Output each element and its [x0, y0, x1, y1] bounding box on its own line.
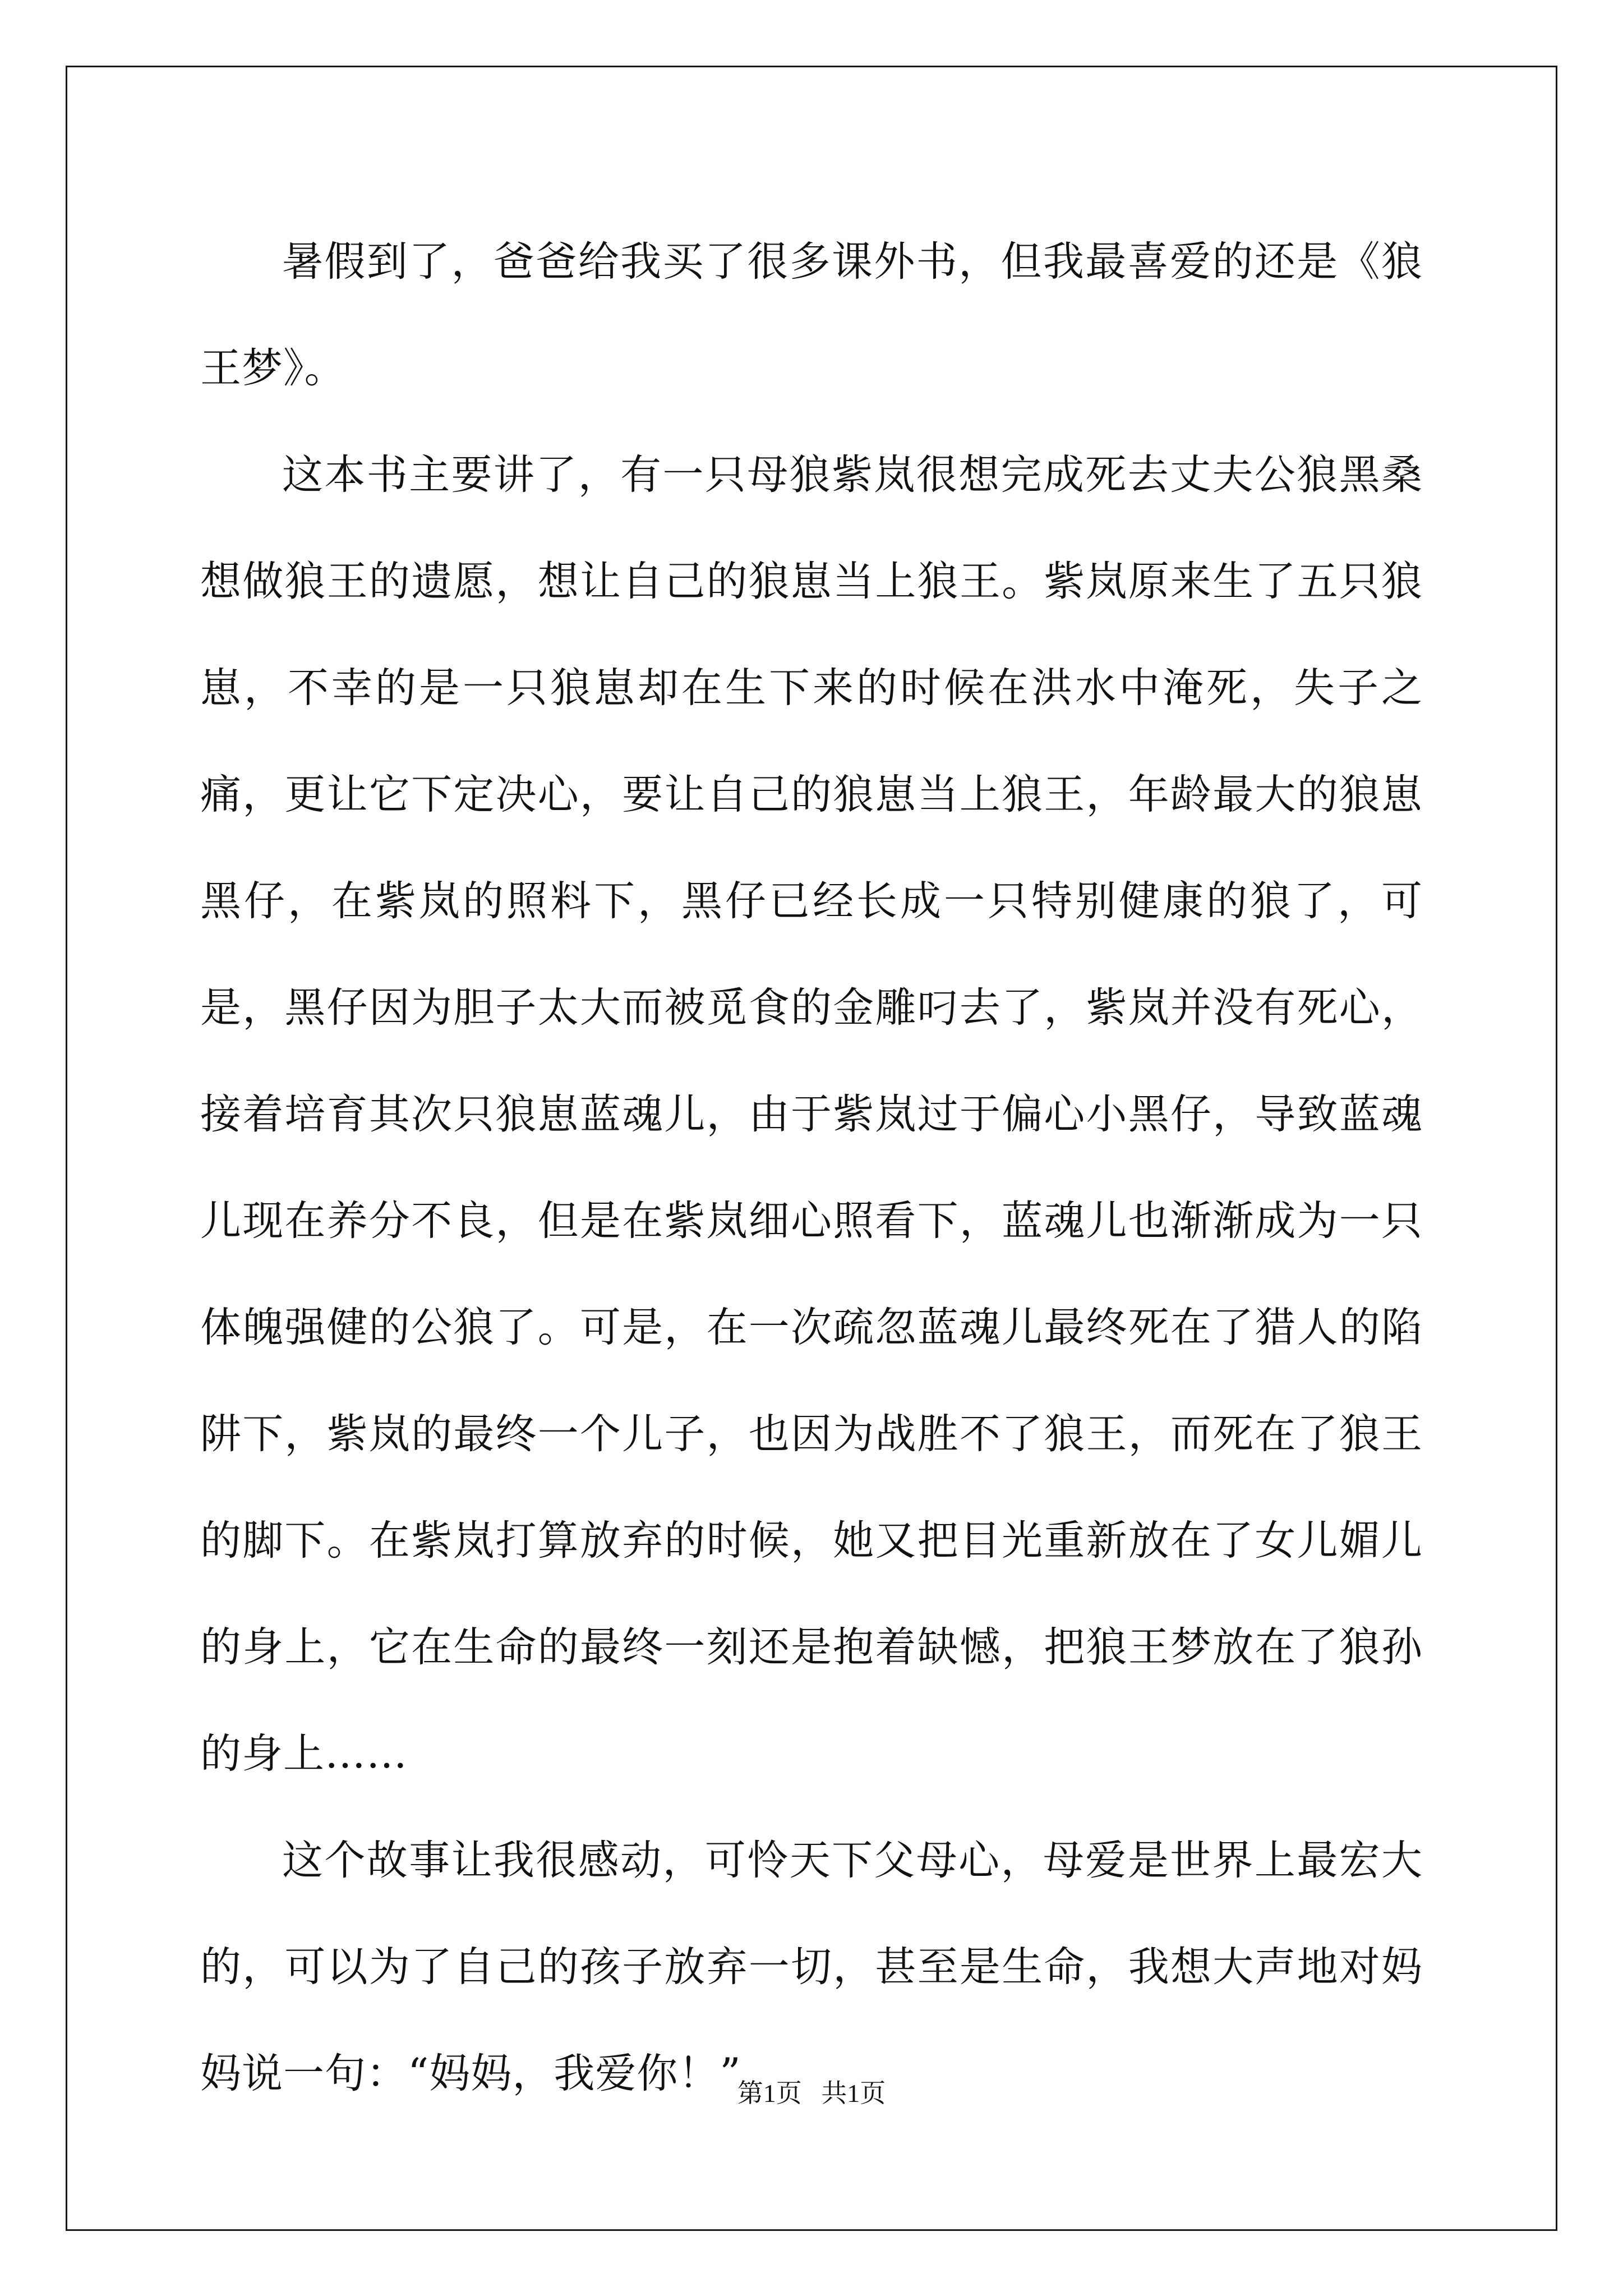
- paragraph-summary: 这本书主要讲了，有一只母狼紫岚很想完成死去丈夫公狼黑桑想做狼王的遗愿，想让自己的狼崽当上狼王。紫岚原来生了五只狼崽，不幸的是一只狼崽却在生下来的时候在洪水中淹死，失子之痛，更让它下定决心，要让自己的狼崽当上狼王，年龄最大的狼崽黑仔，在紫岚的照料下，黑仔已经长成一只特别健康的狼了，可是，黑仔因为胆子太大而被觅食的金雕叼去了，紫岚并没有死心，接着培育其次只狼崽蓝魂儿，由于紫岚过于偏心小黑仔，导致蓝魂儿现在养分不良，但是在紫岚细心照看下，蓝魂儿也渐渐成为一只体魄强健的公狼了。可是，在一次疏忽蓝魂儿最终死在了猎人的陷阱下，紫岚的最终一个儿子，也因为战胜不了狼王，而死在了狼王的脚下。在紫岚打算放弃的时候，她又把目光重新放在了女儿媚儿的身上，它在生命的最终一刻还是抱着缺憾，把狼王梦放在了狼孙的身上……: [200, 451, 1423, 1778]
- paragraph-reflection: 这个故事让我很感动，可怜天下父母心，母爱是世界上最宏大的，可以为了自己的孩子放弃一切，甚至是生命，我想大声地对妈妈说一句：“妈妈，我爱你！”: [200, 1837, 1423, 2097]
- paragraph-intro: 暑假到了，爸爸给我买了很多课外书，但我最喜爱的还是《狼王梦》。: [200, 238, 1423, 392]
- document-body: [200, 209, 1423, 2127]
- page-footer: 第1页 共1页: [737, 2079, 886, 2108]
